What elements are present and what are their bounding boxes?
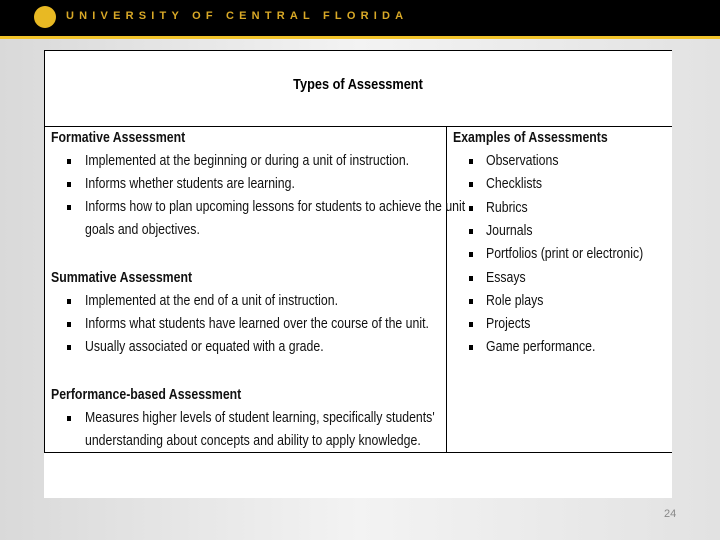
bullet-icon [469,345,473,350]
bullet-icon [469,229,473,234]
bullet-icon [469,206,473,211]
divider [446,126,447,452]
example-item: Observations [486,152,559,169]
bullet-icon [469,322,473,327]
list-item: Informs what students have learned over the course of the unit. [85,315,429,332]
list-item: Usually associated or equated with a grade. [85,338,324,355]
bullet-icon [67,322,71,327]
example-item: Role plays [486,291,544,309]
bullet-icon [67,182,71,187]
bullet-icon [67,345,71,350]
list-item: understanding about concepts and ability to apply knowledge. [85,432,421,449]
page-number: 24 [664,508,677,520]
header-bar [0,0,720,39]
formative-heading: Formative Assessment [51,129,186,146]
example-item: Rubrics [486,198,528,216]
bullet-icon [469,252,473,257]
example-item: Checklists [486,175,543,193]
bullet-icon [469,182,473,187]
slide-content [44,50,672,498]
list-item: Implemented at the beginning or during a unit of instruction. [85,152,410,169]
bullet-icon [469,159,473,164]
bullet-icon [67,299,71,304]
example-item: Journals [486,221,533,239]
bullet-icon [469,276,473,281]
table-title: Types of Assessment [293,76,423,93]
list-item: Informs whether students are learning. [85,175,295,192]
examples-heading: Examples of Assessments [453,129,608,146]
example-item: Game performance. [486,338,596,356]
example-item: Projects [486,315,531,333]
list-item: Informs how to plan upcoming lessons for students to achieve the unit [85,198,466,215]
example-item: Portfolios (print or electronic) [486,245,644,263]
bullet-icon [67,159,71,164]
divider [44,126,672,127]
pegasus-logo-icon [34,6,56,28]
summative-heading: Summative Assessment [51,269,193,286]
bullet-icon [67,205,71,210]
performance-heading: Performance-based Assessment [51,386,242,403]
bullet-icon [67,416,71,421]
list-item: Implemented at the end of a unit of instruction. [85,292,338,309]
university-name: UNIVERSITY OF CENTRAL FLORIDA [66,10,409,22]
bullet-icon [469,299,473,304]
list-item: goals and objectives. [85,221,200,238]
example-item: Essays [486,268,526,286]
list-item: Measures higher levels of student learning, specifically students' [85,409,435,426]
